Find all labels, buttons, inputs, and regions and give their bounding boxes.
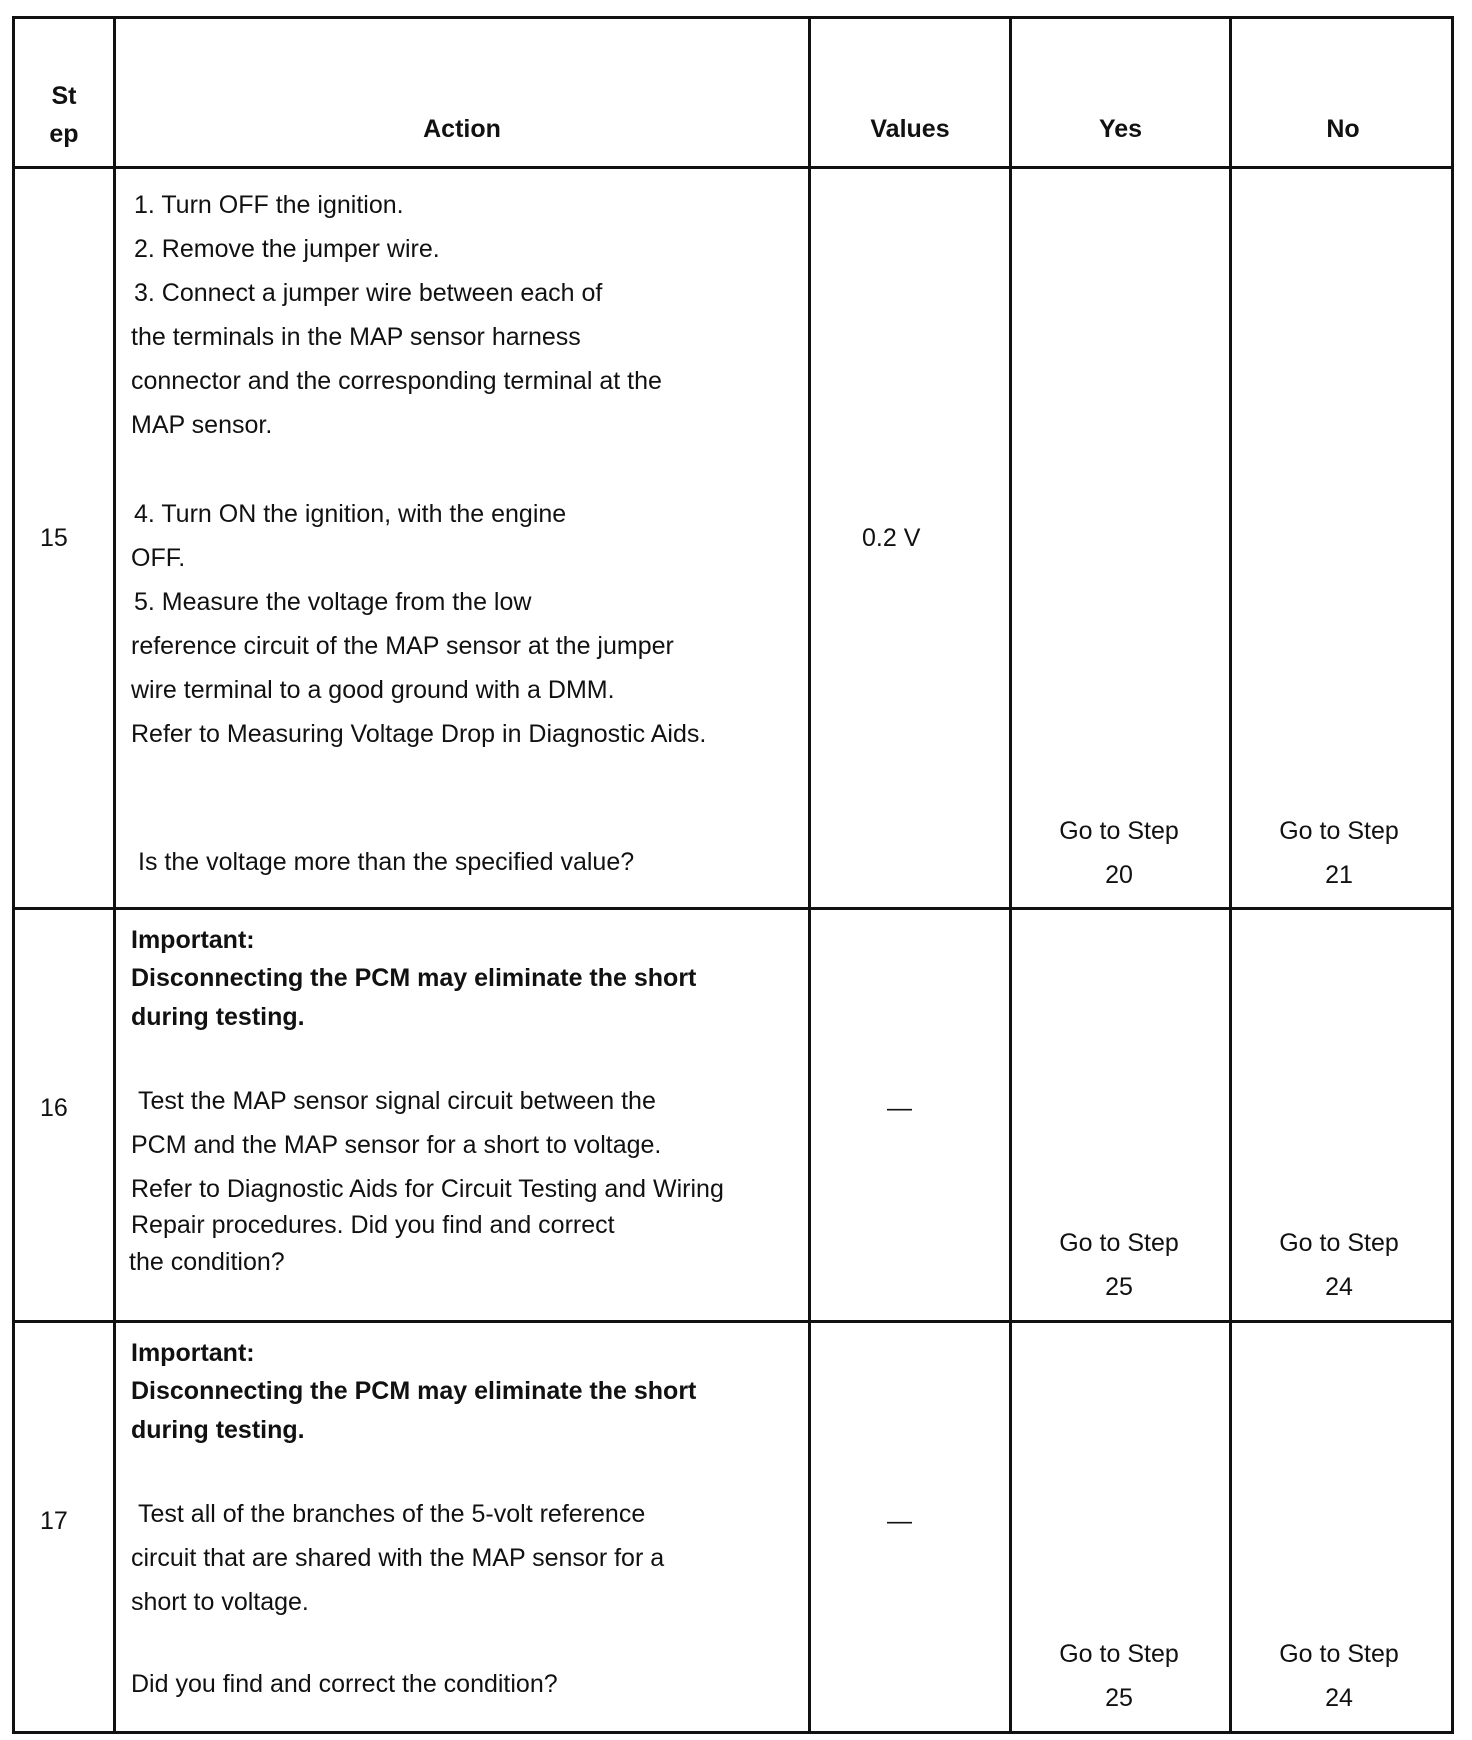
action-line: Repair procedures. Did you find and correct (131, 1211, 615, 1239)
row-divider (15, 907, 1451, 910)
header-action: Action (423, 115, 501, 143)
action-question: Did you find and correct the condition? (131, 1670, 558, 1698)
action-line: 5. Measure the voltage from the low (134, 588, 532, 616)
important-line: Disconnecting the PCM may eliminate the short (131, 1377, 697, 1405)
no-step: 24 (1325, 1273, 1353, 1301)
action-line: connector and the corresponding terminal at the (131, 367, 662, 395)
no-label: Go to Step (1279, 1229, 1399, 1257)
important-line: Disconnecting the PCM may eliminate the short (131, 964, 697, 992)
diagnostic-table (12, 16, 1454, 1734)
action-line: reference circuit of the MAP sensor at the jumper (131, 632, 674, 660)
step-number: 16 (40, 1094, 68, 1122)
action-line: OFF. (131, 544, 186, 572)
header-step-line1: St (51, 82, 77, 110)
header-values: Values (870, 115, 950, 143)
step-number: 15 (40, 524, 68, 552)
yes-go-to-step (1009, 1221, 1229, 1309)
column-divider (113, 19, 116, 1731)
yes-step: 25 (1105, 1273, 1133, 1301)
yes-label: Go to Step (1059, 1229, 1179, 1257)
action-line: circuit that are shared with the MAP sensor for a (131, 1544, 665, 1572)
action-line: 3. Connect a jumper wire between each of (134, 279, 603, 307)
action-line: Refer to Diagnostic Aids for Circuit Testing and Wiring (131, 1175, 724, 1203)
action-line: Refer to Measuring Voltage Drop in Diagnostic Aids. (131, 720, 707, 748)
yes-step: 20 (1105, 861, 1133, 889)
action-line: Test the MAP sensor signal circuit between the (138, 1087, 656, 1115)
no-step: 21 (1325, 861, 1353, 889)
no-go-to-step (1229, 1221, 1449, 1309)
action-line: 1. Turn OFF the ignition. (134, 191, 404, 219)
action-line: MAP sensor. (131, 411, 273, 439)
yes-go-to-step (1009, 809, 1229, 897)
row-divider (15, 1320, 1451, 1323)
action-line: short to voltage. (131, 1588, 309, 1616)
column-divider (808, 19, 811, 1731)
action-question: Is the voltage more than the specified value? (138, 848, 635, 876)
spec-value: — (887, 1094, 912, 1122)
action-line: Test all of the branches of the 5-volt reference (138, 1500, 646, 1528)
spec-value: — (887, 1507, 912, 1535)
action-line: 2. Remove the jumper wire. (134, 235, 440, 263)
action-line: wire terminal to a good ground with a DMM. (131, 676, 615, 704)
action-line: 4. Turn ON the ignition, with the engine (134, 500, 567, 528)
important-line: during testing. (131, 1416, 305, 1444)
action-line: the condition? (129, 1248, 285, 1276)
important-line: during testing. (131, 1003, 305, 1031)
header-step (15, 77, 113, 153)
row-divider (15, 166, 1451, 169)
yes-go-to-step (1009, 1632, 1229, 1720)
no-step: 24 (1325, 1684, 1353, 1712)
yes-step: 25 (1105, 1684, 1133, 1712)
spec-value: 0.2 V (862, 524, 921, 552)
no-label: Go to Step (1279, 817, 1399, 845)
important-label: Important: (131, 1339, 255, 1367)
no-label: Go to Step (1279, 1640, 1399, 1668)
header-yes: Yes (1098, 115, 1143, 143)
important-label: Important: (131, 926, 255, 954)
action-line: the terminals in the MAP sensor harness (131, 323, 581, 351)
no-go-to-step (1229, 809, 1449, 897)
no-go-to-step (1229, 1632, 1449, 1720)
yes-label: Go to Step (1059, 1640, 1179, 1668)
step-number: 17 (40, 1507, 68, 1535)
header-step-line2: ep (49, 120, 79, 148)
action-line: PCM and the MAP sensor for a short to voltage. (131, 1131, 662, 1159)
yes-label: Go to Step (1059, 817, 1179, 845)
header-no: No (1326, 115, 1360, 143)
